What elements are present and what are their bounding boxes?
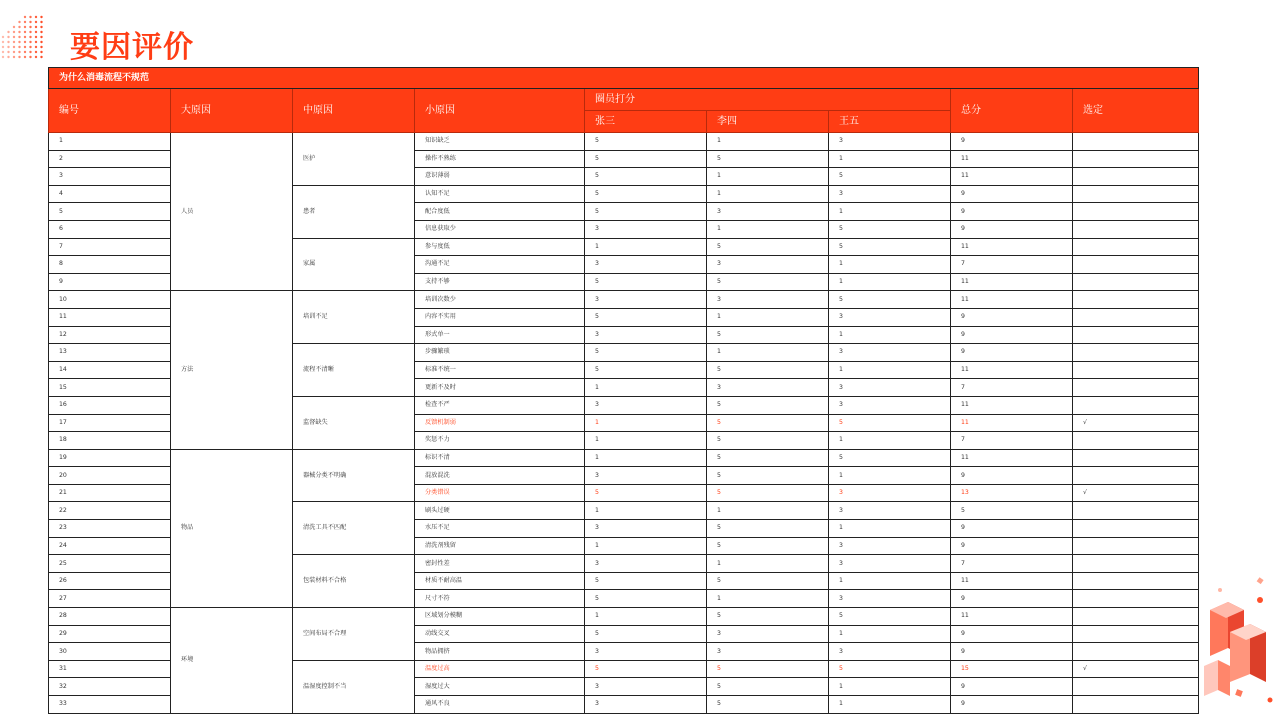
cell-score-2: 5 xyxy=(707,326,829,344)
cell-score-2: 5 xyxy=(707,537,829,555)
cell-id: 28 xyxy=(49,608,171,626)
header-member-1: 张三 xyxy=(585,111,707,133)
cell-score-3: 1 xyxy=(829,150,951,168)
cell-score-2: 5 xyxy=(707,467,829,485)
cell-small-cause: 混放混洗 xyxy=(415,467,585,485)
cell-big-cause: 环境 xyxy=(171,608,293,714)
cell-score-2: 1 xyxy=(707,344,829,362)
cell-score-2: 5 xyxy=(707,150,829,168)
cell-score-2: 1 xyxy=(707,308,829,326)
cell-small-cause: 标识不清 xyxy=(415,449,585,467)
cell-total: 11 xyxy=(951,361,1073,379)
cell-score-3: 1 xyxy=(829,678,951,696)
cell-id: 8 xyxy=(49,256,171,274)
header-total: 总分 xyxy=(951,89,1073,133)
cell-score-1: 3 xyxy=(585,467,707,485)
cell-small-cause: 知识缺乏 xyxy=(415,133,585,151)
cell-total: 9 xyxy=(951,326,1073,344)
cell-score-2: 1 xyxy=(707,168,829,186)
cell-score-1: 3 xyxy=(585,696,707,714)
cell-score-2: 1 xyxy=(707,185,829,203)
cell-id: 22 xyxy=(49,502,171,520)
cell-selected xyxy=(1073,238,1199,256)
cell-score-1: 1 xyxy=(585,449,707,467)
cell-selected xyxy=(1073,643,1199,661)
cell-small-cause: 物品拥挤 xyxy=(415,643,585,661)
cell-selected xyxy=(1073,572,1199,590)
cell-score-1: 3 xyxy=(585,326,707,344)
cell-id: 1 xyxy=(49,133,171,151)
cell-selected: √ xyxy=(1073,414,1199,432)
cell-id: 33 xyxy=(49,696,171,714)
cell-score-2: 5 xyxy=(707,696,829,714)
table-row xyxy=(49,133,1199,151)
cell-score-2: 5 xyxy=(707,361,829,379)
cell-id: 32 xyxy=(49,678,171,696)
cell-small-cause: 清洗剂残留 xyxy=(415,537,585,555)
cell-score-1: 5 xyxy=(585,590,707,608)
cell-id: 10 xyxy=(49,291,171,309)
cell-selected xyxy=(1073,678,1199,696)
cell-score-1: 5 xyxy=(585,484,707,502)
cell-score-3: 3 xyxy=(829,344,951,362)
cell-total: 9 xyxy=(951,185,1073,203)
cell-score-2: 5 xyxy=(707,273,829,291)
cell-small-cause: 认知不足 xyxy=(415,185,585,203)
header-member-2: 李四 xyxy=(707,111,829,133)
cell-score-3: 1 xyxy=(829,256,951,274)
cell-score-2: 3 xyxy=(707,625,829,643)
cell-score-1: 3 xyxy=(585,643,707,661)
header-mid-cause: 中原因 xyxy=(293,89,415,133)
cell-score-1: 5 xyxy=(585,361,707,379)
cell-selected xyxy=(1073,379,1199,397)
cell-id: 30 xyxy=(49,643,171,661)
cell-score-2: 1 xyxy=(707,502,829,520)
cell-total: 9 xyxy=(951,220,1073,238)
cell-score-2: 3 xyxy=(707,256,829,274)
cell-score-1: 5 xyxy=(585,660,707,678)
cell-selected xyxy=(1073,344,1199,362)
cell-id: 25 xyxy=(49,555,171,573)
cell-selected xyxy=(1073,449,1199,467)
cell-score-1: 1 xyxy=(585,238,707,256)
cell-score-2: 3 xyxy=(707,203,829,221)
cell-score-3: 3 xyxy=(829,643,951,661)
cell-selected xyxy=(1073,291,1199,309)
cell-small-cause: 培训次数少 xyxy=(415,291,585,309)
cell-small-cause: 水压不足 xyxy=(415,520,585,538)
header-member-3: 王五 xyxy=(829,111,951,133)
cell-score-1: 3 xyxy=(585,678,707,696)
cell-score-2: 1 xyxy=(707,590,829,608)
cell-score-3: 3 xyxy=(829,537,951,555)
cell-id: 4 xyxy=(49,185,171,203)
cell-id: 3 xyxy=(49,168,171,186)
cell-small-cause: 尺寸不符 xyxy=(415,590,585,608)
cell-total: 7 xyxy=(951,379,1073,397)
cell-small-cause: 区域划分模糊 xyxy=(415,608,585,626)
cell-mid-cause: 器械分类不明确 xyxy=(293,449,415,502)
cell-score-3: 1 xyxy=(829,273,951,291)
cell-selected xyxy=(1073,608,1199,626)
cell-id: 7 xyxy=(49,238,171,256)
cell-total: 11 xyxy=(951,291,1073,309)
cell-id: 2 xyxy=(49,150,171,168)
cell-score-3: 5 xyxy=(829,660,951,678)
cell-id: 20 xyxy=(49,467,171,485)
cell-total: 15 xyxy=(951,660,1073,678)
cell-score-3: 3 xyxy=(829,590,951,608)
cell-total: 11 xyxy=(951,414,1073,432)
cell-selected: √ xyxy=(1073,660,1199,678)
cell-selected xyxy=(1073,432,1199,450)
cell-selected xyxy=(1073,502,1199,520)
cell-id: 21 xyxy=(49,484,171,502)
cell-score-1: 5 xyxy=(585,133,707,151)
cell-total: 5 xyxy=(951,502,1073,520)
cell-small-cause: 检查不严 xyxy=(415,396,585,414)
cell-id: 23 xyxy=(49,520,171,538)
cell-score-2: 5 xyxy=(707,678,829,696)
cell-selected xyxy=(1073,467,1199,485)
cell-score-1: 3 xyxy=(585,555,707,573)
cell-score-1: 1 xyxy=(585,608,707,626)
cell-big-cause: 方法 xyxy=(171,291,293,449)
cell-small-cause: 分类错误 xyxy=(415,484,585,502)
cell-score-1: 5 xyxy=(585,168,707,186)
cell-total: 13 xyxy=(951,484,1073,502)
cell-id: 24 xyxy=(49,537,171,555)
cell-score-3: 1 xyxy=(829,696,951,714)
cell-selected xyxy=(1073,168,1199,186)
cell-total: 11 xyxy=(951,572,1073,590)
cell-score-1: 3 xyxy=(585,291,707,309)
cell-score-2: 5 xyxy=(707,432,829,450)
cell-mid-cause: 家属 xyxy=(293,238,415,291)
cell-score-1: 1 xyxy=(585,502,707,520)
cell-id: 29 xyxy=(49,625,171,643)
cell-selected xyxy=(1073,185,1199,203)
cell-score-3: 1 xyxy=(829,520,951,538)
cell-selected xyxy=(1073,361,1199,379)
cell-small-cause: 信息获取少 xyxy=(415,220,585,238)
cell-selected xyxy=(1073,590,1199,608)
cell-small-cause: 刷头过硬 xyxy=(415,502,585,520)
cell-selected xyxy=(1073,326,1199,344)
cell-score-3: 1 xyxy=(829,625,951,643)
cell-selected xyxy=(1073,150,1199,168)
cell-total: 7 xyxy=(951,555,1073,573)
cell-small-cause: 形式单一 xyxy=(415,326,585,344)
table-row xyxy=(49,449,1199,467)
cell-small-cause: 材质不耐高温 xyxy=(415,572,585,590)
cell-total: 9 xyxy=(951,643,1073,661)
cell-mid-cause: 温湿度控制不当 xyxy=(293,660,415,713)
cell-score-3: 5 xyxy=(829,414,951,432)
cell-total: 9 xyxy=(951,308,1073,326)
cell-selected xyxy=(1073,555,1199,573)
cell-score-1: 3 xyxy=(585,396,707,414)
cause-evaluation-table xyxy=(48,67,1199,714)
cell-small-cause: 反馈机制弱 xyxy=(415,414,585,432)
table-caption: 为什么消毒流程不规范 xyxy=(49,68,1199,89)
cell-score-2: 5 xyxy=(707,414,829,432)
red-3d-blocks-decoration xyxy=(1200,570,1280,720)
cell-score-3: 3 xyxy=(829,379,951,397)
cell-score-3: 1 xyxy=(829,326,951,344)
cell-mid-cause: 医护 xyxy=(293,133,415,186)
cell-total: 11 xyxy=(951,608,1073,626)
cell-selected xyxy=(1073,256,1199,274)
cell-score-1: 5 xyxy=(585,344,707,362)
cell-id: 12 xyxy=(49,326,171,344)
cell-total: 11 xyxy=(951,449,1073,467)
cell-score-2: 1 xyxy=(707,133,829,151)
cell-total: 9 xyxy=(951,678,1073,696)
cell-selected xyxy=(1073,273,1199,291)
cell-score-3: 1 xyxy=(829,361,951,379)
cell-total: 9 xyxy=(951,467,1073,485)
cell-total: 7 xyxy=(951,432,1073,450)
cell-score-3: 5 xyxy=(829,608,951,626)
cell-score-1: 1 xyxy=(585,414,707,432)
cell-selected xyxy=(1073,220,1199,238)
cell-score-1: 5 xyxy=(585,185,707,203)
cell-small-cause: 意识薄弱 xyxy=(415,168,585,186)
cell-selected xyxy=(1073,133,1199,151)
cell-id: 17 xyxy=(49,414,171,432)
cell-mid-cause: 空间布局不合理 xyxy=(293,608,415,661)
cell-score-2: 5 xyxy=(707,484,829,502)
cell-small-cause: 沟通不足 xyxy=(415,256,585,274)
cell-score-2: 3 xyxy=(707,379,829,397)
cell-total: 9 xyxy=(951,696,1073,714)
table-row xyxy=(49,291,1199,309)
cell-selected xyxy=(1073,625,1199,643)
cell-mid-cause: 患者 xyxy=(293,185,415,238)
cell-total: 9 xyxy=(951,344,1073,362)
cell-id: 6 xyxy=(49,220,171,238)
cell-id: 11 xyxy=(49,308,171,326)
cell-score-1: 3 xyxy=(585,256,707,274)
cell-id: 31 xyxy=(49,660,171,678)
cell-small-cause: 湿度过大 xyxy=(415,678,585,696)
dot-grid-decoration xyxy=(0,14,44,60)
cell-small-cause: 奖惩不力 xyxy=(415,432,585,450)
cell-id: 14 xyxy=(49,361,171,379)
cell-mid-cause: 清洗工具不匹配 xyxy=(293,502,415,555)
cell-mid-cause: 培训不足 xyxy=(293,291,415,344)
header-id: 编号 xyxy=(49,89,171,133)
cell-total: 11 xyxy=(951,168,1073,186)
cell-id: 18 xyxy=(49,432,171,450)
cell-score-1: 5 xyxy=(585,203,707,221)
header-selected: 选定 xyxy=(1073,89,1199,133)
cell-score-1: 5 xyxy=(585,273,707,291)
cell-total: 11 xyxy=(951,396,1073,414)
cell-score-3: 5 xyxy=(829,238,951,256)
cell-big-cause: 物品 xyxy=(171,449,293,607)
cell-small-cause: 通风不良 xyxy=(415,696,585,714)
cell-score-2: 5 xyxy=(707,572,829,590)
cell-total: 9 xyxy=(951,133,1073,151)
cell-score-3: 1 xyxy=(829,572,951,590)
cell-score-3: 5 xyxy=(829,291,951,309)
cell-id: 9 xyxy=(49,273,171,291)
cell-id: 27 xyxy=(49,590,171,608)
cell-score-3: 1 xyxy=(829,432,951,450)
cell-id: 13 xyxy=(49,344,171,362)
page-title: 要因评价 xyxy=(70,30,194,65)
cell-score-1: 1 xyxy=(585,537,707,555)
cell-selected xyxy=(1073,203,1199,221)
cell-score-1: 3 xyxy=(585,220,707,238)
cell-score-3: 3 xyxy=(829,484,951,502)
cell-score-2: 5 xyxy=(707,520,829,538)
cell-score-3: 3 xyxy=(829,133,951,151)
cell-score-1: 1 xyxy=(585,379,707,397)
cell-id: 15 xyxy=(49,379,171,397)
cell-total: 7 xyxy=(951,256,1073,274)
cell-total: 11 xyxy=(951,238,1073,256)
cell-score-2: 5 xyxy=(707,238,829,256)
cell-big-cause: 人员 xyxy=(171,133,293,291)
cell-score-3: 3 xyxy=(829,185,951,203)
cell-small-cause: 动线交叉 xyxy=(415,625,585,643)
cell-total: 9 xyxy=(951,520,1073,538)
cell-small-cause: 密封性差 xyxy=(415,555,585,573)
cell-score-1: 5 xyxy=(585,625,707,643)
cell-selected: √ xyxy=(1073,484,1199,502)
cell-score-2: 5 xyxy=(707,396,829,414)
cell-score-3: 3 xyxy=(829,502,951,520)
cell-mid-cause: 监督缺失 xyxy=(293,396,415,449)
cell-score-1: 5 xyxy=(585,308,707,326)
cell-score-3: 3 xyxy=(829,308,951,326)
cell-small-cause: 标准不统一 xyxy=(415,361,585,379)
cell-score-3: 1 xyxy=(829,203,951,221)
cell-id: 26 xyxy=(49,572,171,590)
cell-score-3: 1 xyxy=(829,467,951,485)
cell-score-2: 1 xyxy=(707,220,829,238)
cell-score-1: 5 xyxy=(585,150,707,168)
cell-id: 5 xyxy=(49,203,171,221)
cell-score-2: 1 xyxy=(707,555,829,573)
cell-id: 16 xyxy=(49,396,171,414)
cell-selected xyxy=(1073,520,1199,538)
cell-selected xyxy=(1073,696,1199,714)
cell-small-cause: 参与度低 xyxy=(415,238,585,256)
cell-small-cause: 步骤繁琐 xyxy=(415,344,585,362)
cell-selected xyxy=(1073,308,1199,326)
cell-total: 9 xyxy=(951,625,1073,643)
table-row xyxy=(49,608,1199,626)
cell-selected xyxy=(1073,396,1199,414)
cell-score-2: 5 xyxy=(707,608,829,626)
cell-mid-cause: 包装材料不合格 xyxy=(293,555,415,608)
cell-score-1: 3 xyxy=(585,520,707,538)
cell-score-1: 1 xyxy=(585,432,707,450)
cell-total: 11 xyxy=(951,150,1073,168)
cell-score-1: 5 xyxy=(585,572,707,590)
header-big-cause: 大原因 xyxy=(171,89,293,133)
cell-score-2: 5 xyxy=(707,660,829,678)
cell-score-2: 3 xyxy=(707,291,829,309)
cell-small-cause: 温度过高 xyxy=(415,660,585,678)
cell-score-3: 5 xyxy=(829,449,951,467)
header-scoring: 圈员打分 xyxy=(585,89,951,111)
cell-small-cause: 配合度低 xyxy=(415,203,585,221)
cell-id: 19 xyxy=(49,449,171,467)
table-body xyxy=(49,133,1199,714)
header-small-cause: 小原因 xyxy=(415,89,585,133)
cell-score-2: 3 xyxy=(707,643,829,661)
cell-small-cause: 支持不够 xyxy=(415,273,585,291)
cell-score-3: 5 xyxy=(829,168,951,186)
cell-small-cause: 内容不实用 xyxy=(415,308,585,326)
cell-total: 9 xyxy=(951,537,1073,555)
cell-total: 11 xyxy=(951,273,1073,291)
cell-score-3: 3 xyxy=(829,555,951,573)
cell-mid-cause: 流程不清晰 xyxy=(293,344,415,397)
cell-total: 9 xyxy=(951,203,1073,221)
cell-score-3: 5 xyxy=(829,220,951,238)
cell-small-cause: 操作不熟练 xyxy=(415,150,585,168)
cell-score-2: 5 xyxy=(707,449,829,467)
cell-selected xyxy=(1073,537,1199,555)
cell-score-3: 3 xyxy=(829,396,951,414)
cell-total: 9 xyxy=(951,590,1073,608)
cell-small-cause: 更新不及时 xyxy=(415,379,585,397)
